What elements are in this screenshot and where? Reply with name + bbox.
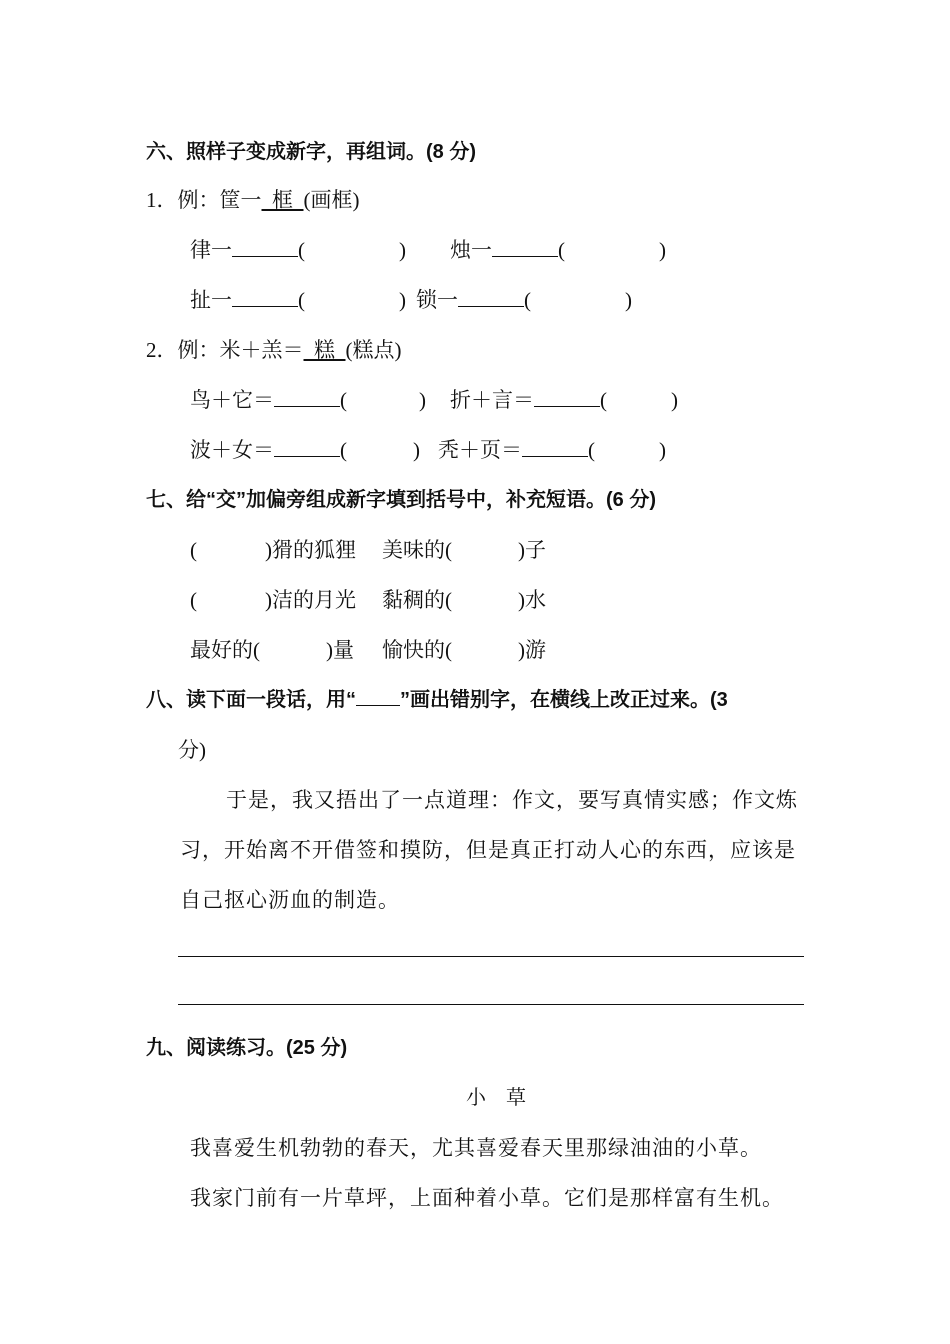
paren-open: (	[298, 288, 305, 312]
answer-blank[interactable]	[232, 286, 298, 307]
phrase-text: )量	[326, 638, 354, 662]
section-8-title-cont: 分)	[178, 738, 206, 762]
phrase-text: )子	[518, 538, 546, 562]
char-prompt: 扯一	[190, 288, 232, 312]
answer-blank[interactable]	[458, 286, 524, 307]
example-1-answer	[262, 188, 304, 212]
example-2-answer-text: 糕	[314, 338, 335, 362]
phrase-text: )猾的狐狸	[265, 538, 356, 562]
char-prompt: 折＋言＝	[450, 388, 534, 412]
paren-open: (	[340, 438, 347, 462]
phrase-text: 最好的(	[190, 638, 260, 662]
story-title: 小 草	[466, 1087, 526, 1109]
char-prompt: 烛一	[450, 238, 492, 262]
phrase-text: 美味的(	[382, 538, 452, 562]
paren-open: (	[524, 288, 531, 312]
phrase-text: 黏稠的(	[382, 588, 452, 612]
phrase-text: )游	[518, 638, 546, 662]
exercise-row-3b	[450, 386, 678, 414]
section-6-title: 六、照样子变成新字，再组词。(8 分)	[146, 141, 476, 163]
paren-open: (	[588, 438, 595, 462]
example-1-label: 1．例：筐一	[146, 188, 262, 212]
char-prompt: 鸟＋它＝	[190, 388, 274, 412]
example-2-word: (糕点)	[345, 338, 402, 362]
answer-blank[interactable]	[522, 436, 588, 457]
char-prompt: 秃＋页＝	[438, 438, 522, 462]
paren-close: )	[399, 238, 406, 262]
paren-open: (	[190, 588, 197, 612]
passage-line-2: 习，开始离不开借签和摸防，但是真正打动人心的东西，应该是	[180, 838, 796, 862]
section-9-title: 九、阅读练习。(25 分)	[146, 1037, 348, 1059]
paren-close: )	[659, 438, 666, 462]
example-2-label: 2．例：米＋羔＝	[146, 338, 304, 362]
passage-line-3: 自己抠心沥血的制造。	[180, 888, 400, 912]
answer-blank[interactable]	[492, 236, 558, 257]
phrase-row-1b	[382, 536, 546, 564]
correction-line-1[interactable]	[178, 956, 804, 957]
section-7-title: 七、给“交”加偏旁组成新字填到括号中，补充短语。(6 分)	[146, 489, 656, 511]
exercise-row-1b	[450, 236, 666, 264]
paren-close: )	[399, 288, 406, 312]
correction-line-2[interactable]	[178, 1004, 804, 1005]
paren-open: (	[558, 238, 565, 262]
answer-blank[interactable]	[232, 236, 298, 257]
section-8-title-part-a: 八、读下面一段话，用“	[146, 689, 356, 711]
exercise-row-1a	[190, 236, 406, 264]
story-paragraph-1: 我喜爱生机勃勃的春天，尤其喜爱春天里那绿油油的小草。	[190, 1136, 762, 1160]
answer-blank[interactable]	[274, 386, 340, 407]
section-8-title	[146, 686, 728, 714]
phrase-text: )洁的月光	[265, 588, 356, 612]
paren-close: )	[659, 238, 666, 262]
phrase-text: 愉快的(	[382, 638, 452, 662]
exercise-row-3a	[190, 386, 426, 414]
underline-sample	[356, 689, 400, 706]
paren-close: )	[413, 438, 420, 462]
phrase-text: )水	[518, 588, 546, 612]
char-prompt: 锁一	[416, 288, 458, 312]
example-2-answer	[304, 338, 346, 362]
section-8-title-part-b: ”画出错别字，在横线上改正过来。(3	[400, 689, 728, 711]
exercise-row-4a	[190, 436, 420, 464]
paren-close: )	[419, 388, 426, 412]
answer-blank[interactable]	[534, 386, 600, 407]
phrase-row-1a	[190, 536, 356, 564]
exercise-row-4b	[438, 436, 666, 464]
example-2	[146, 336, 402, 364]
example-1-word: (画框)	[303, 188, 360, 212]
paren-open: (	[340, 388, 347, 412]
char-prompt: 波＋女＝	[190, 438, 274, 462]
paren-open: (	[600, 388, 607, 412]
exercise-row-2a	[190, 286, 406, 314]
paren-close: )	[671, 388, 678, 412]
example-1	[146, 186, 360, 214]
paren-open: (	[298, 238, 305, 262]
phrase-row-2a	[190, 586, 356, 614]
story-paragraph-2: 我家门前有一片草坪，上面种着小草。它们是那样富有生机。	[190, 1186, 784, 1210]
phrase-row-3a	[190, 636, 354, 664]
exercise-row-2b	[416, 286, 632, 314]
paren-open: (	[190, 538, 197, 562]
phrase-row-2b	[382, 586, 546, 614]
phrase-row-3b	[382, 636, 546, 664]
char-prompt: 律一	[190, 238, 232, 262]
passage-line-1: 于是，我又捂出了一点道理：作文，要写真情实感；作文炼	[226, 788, 798, 812]
answer-blank[interactable]	[274, 436, 340, 457]
paren-close: )	[625, 288, 632, 312]
example-1-answer-text: 框	[272, 188, 293, 212]
